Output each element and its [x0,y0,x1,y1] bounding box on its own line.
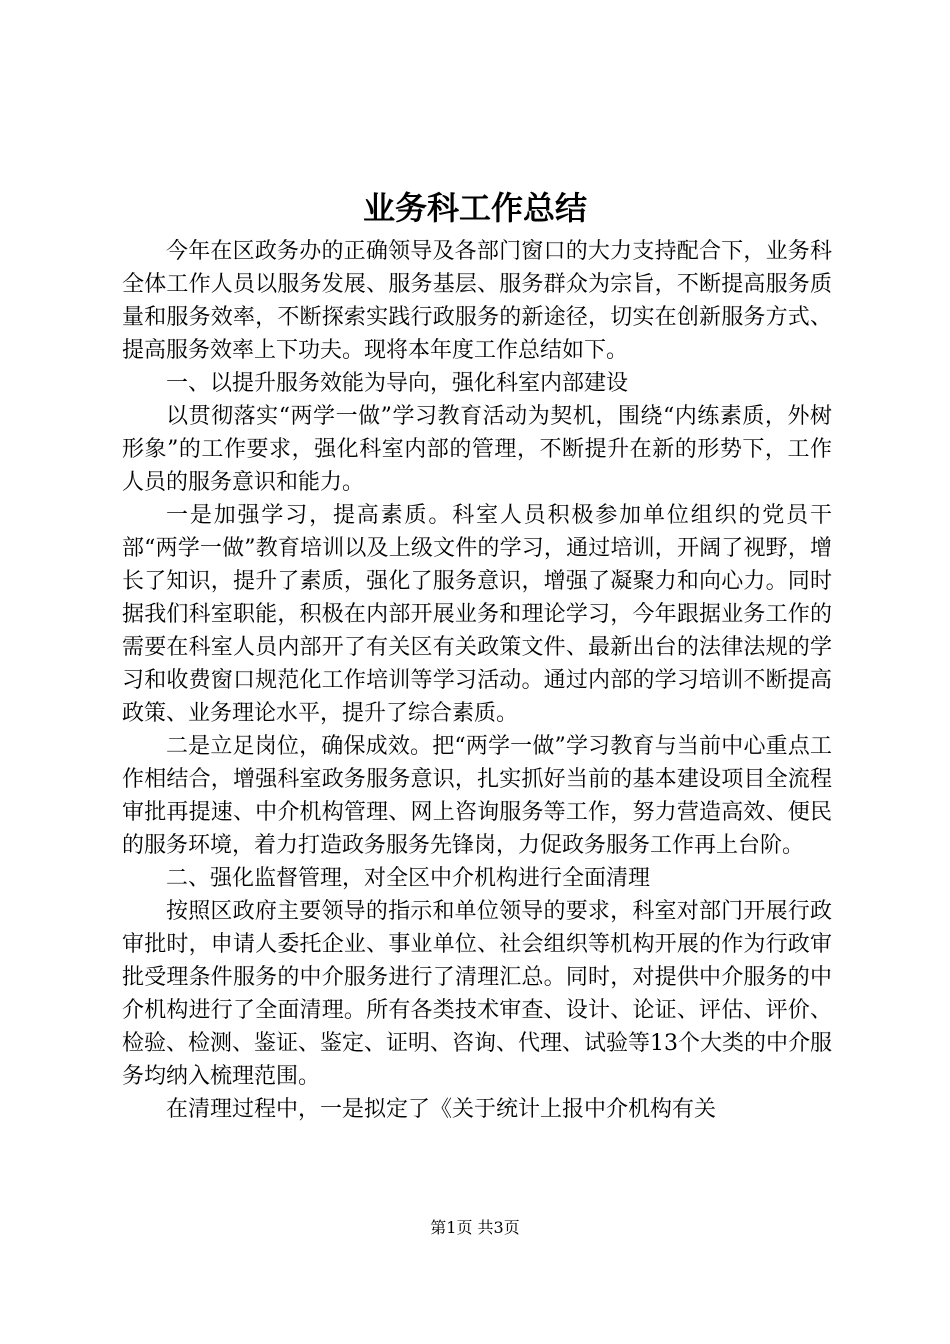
paragraph-cleanup: 按照区政府主要领导的指示和单位领导的要求，科室对部门开展行政审批时，申请人委托企业、事业单位、社会组织等机构开展的作为行政审批受理条件服务的中介服务进行了清理汇总。同时，对提供中介服务的中介机构进行了全面清理。所有各类技术审查、设计、论证、评估、评价、检验、检测、鉴证、鉴定、证明、咨询、代理、试验等13个大类的中介服务均纳入梳理范围。 [122,899,832,1089]
paragraph-process: 在清理过程中，一是拟定了《关于统计上报中介机构有关 [166,1097,717,1122]
section-heading-2: 二、强化监督管理，对全区中介机构进行全面清理 [166,866,651,891]
paragraph-study: 一是加强学习，提高素质。科室人员积极参加单位组织的党员干部“两学一做”教育培训以及上级文件的学习，通过培训，开阔了视野，增长了知识，提升了素质，强化了服务意识，增强了凝聚力和向心力。同时据我们科室职能，积极在内部开展业务和理论学习，今年跟据业务工作的需要在科室人员内部开了有关区有关政策文件、最新出台的法律法规的学习和收费窗口规范化工作培训等学习活动。通过内部的学习培训不断提高政策、业务理论水平，提升了综合素质。 [122,503,832,726]
section-heading-1: 一、以提升服务效能为导向，强化科室内部建设 [166,371,629,396]
paragraph-section1-summary: 以贯彻落实“两学一做”学习教育活动为契机，围绕“内练素质，外树形象”的工作要求，强化科室内部的管理，不断提升在新的形势下，工作人员的服务意识和能力。 [122,404,832,495]
document-body [122,235,832,1126]
page-number-footer: 第1页 共3页 [430,1218,520,1237]
paragraph-intro: 今年在区政务办的正确领导及各部门窗口的大力支持配合下，业务科全体工作人员以服务发展、服务基层、服务群众为宗旨，不断提高服务质量和服务效率，不断探索实践行政服务的新途径，切实在创新服务方式、提高服务效率上下功夫。现将本年度工作总结如下。 [122,239,832,363]
document-title: 业务科工作总结 [362,189,587,227]
paragraph-post: 二是立足岗位，确保成效。把“两学一做”学习教育与当前中心重点工作相结合，增强科室政务服务意识，扎实抓好当前的基本建设项目全流程审批再提速、中介机构管理、网上咨询服务等工作，努力营造高效、便民的服务环境，着力打造政务服务先锋岗，力促政务服务工作再上台阶。 [122,734,832,858]
